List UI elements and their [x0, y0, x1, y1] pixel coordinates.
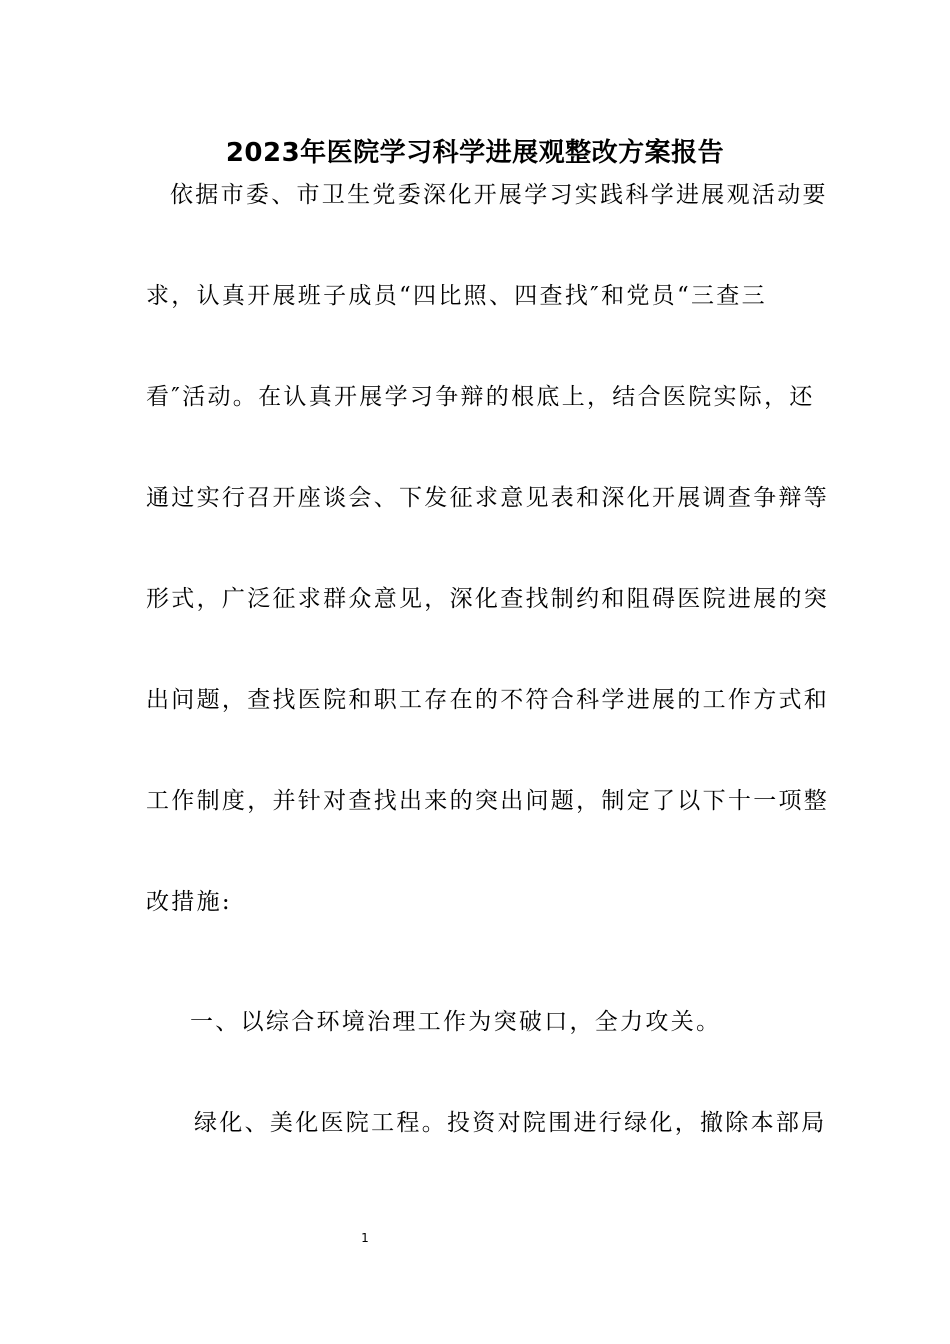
paragraph-line: 求，认真开展班子成员“四比照、四查找″和党员“三查三: [146, 283, 767, 309]
paragraph-line: 出问题，查找医院和职工存在的不符合科学进展的工作方式和: [146, 687, 830, 713]
paragraph-line: 形式，广泛征求群众意见，深化查找制约和阻碍医院进展的突: [146, 586, 830, 612]
page-number: 1: [361, 1231, 369, 1245]
paragraph-line: 看″活动。在认真开展学习争辩的根底上，结合医院实际，还: [146, 384, 815, 410]
paragraph-line: 工作制度，并针对查找出来的突出问题，制定了以下十一项整: [146, 788, 830, 814]
paragraph-line: 绿化、美化医院工程。投资对院围进行绿化，撤除本部局: [194, 1110, 827, 1136]
paragraph-line: 依据市委、市卫生党委深化开展学习实践科学进展观活动要: [170, 182, 828, 208]
section-heading: 一、以综合环境治理工作为突破口，全力攻关。: [190, 1009, 722, 1035]
paragraph-line: 改措施:: [146, 889, 232, 915]
document-title: 2023年医院学习科学进展观整改方案报告: [225, 138, 725, 168]
paragraph-line: 通过实行召开座谈会、下发征求意见表和深化开展调查争辩等: [146, 485, 830, 511]
